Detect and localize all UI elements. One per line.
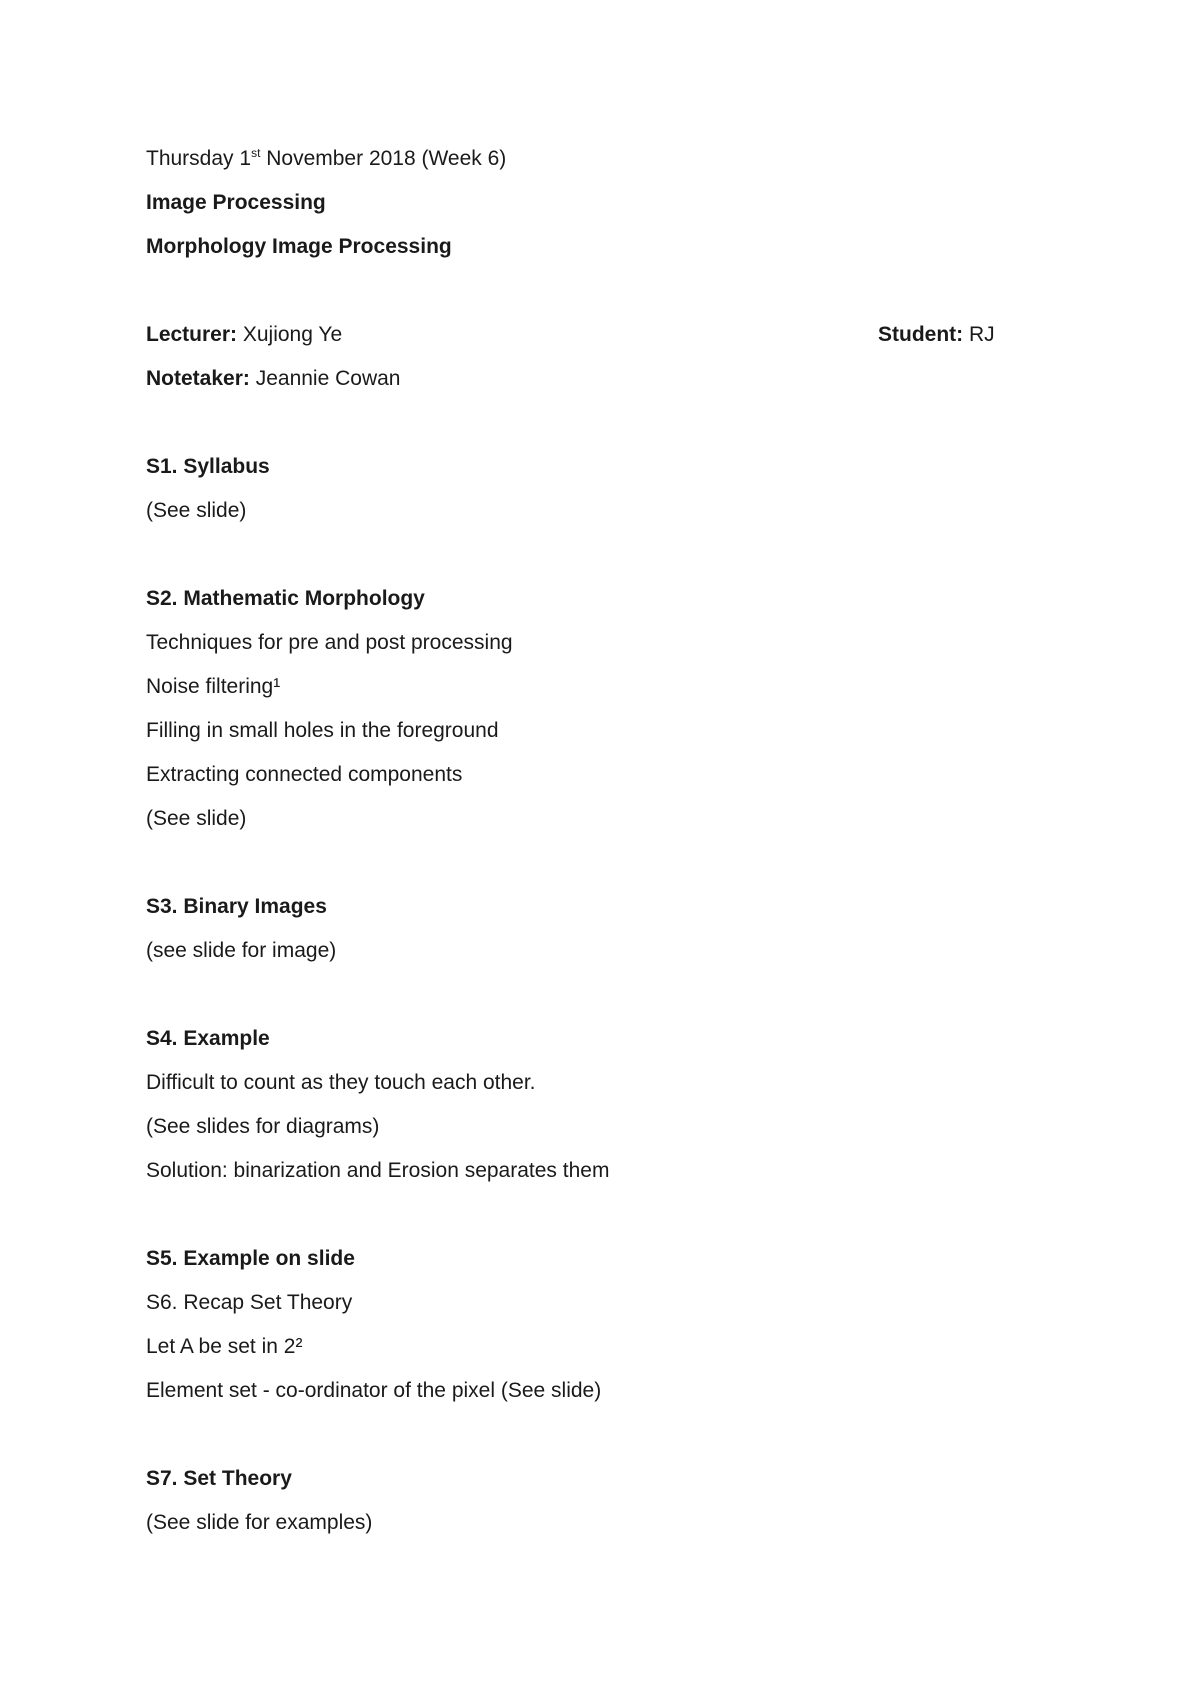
notetaker-value: Jeannie Cowan [249, 367, 401, 390]
section-line: Difficult to count as they touch each other. [146, 1071, 536, 1094]
section-line: Let A be set in 2² [146, 1335, 303, 1358]
section-line: Solution: binarization and Erosion separates them [146, 1159, 610, 1182]
section-line: (See slides for diagrams) [146, 1115, 380, 1138]
student-value: RJ [963, 323, 995, 346]
lecturer-line [146, 322, 342, 348]
lecturer-label: Lecturer: [146, 323, 238, 346]
student-label: Student: [878, 323, 964, 346]
section-heading: S5. Example on slide [146, 1247, 355, 1270]
section-heading: S3. Binary Images [146, 895, 327, 918]
section-heading: S7. Set Theory [146, 1467, 292, 1490]
notetaker-label: Notetaker: [146, 367, 250, 390]
section-line: S6. Recap Set Theory [146, 1291, 353, 1314]
section-heading: S4. Example [146, 1027, 270, 1050]
notetaker-line [146, 366, 400, 392]
date-line [146, 146, 506, 172]
date-superscript: st [251, 146, 261, 160]
section-line: Filling in small holes in the foreground [146, 719, 499, 742]
student-line [878, 322, 995, 348]
section-line: Techniques for pre and post processing [146, 631, 513, 654]
section-line: Noise filtering¹ [146, 675, 281, 698]
date-suffix: November 2018 (Week 6) [260, 147, 507, 170]
lecturer-value: Xujiong Ye [237, 323, 343, 346]
section-line: (see slide for image) [146, 939, 337, 962]
course-title: Image Processing [146, 191, 326, 214]
section-line: Element set - co-ordinator of the pixel (See slide) [146, 1379, 602, 1402]
topic-title: Morphology Image Processing [146, 235, 452, 258]
section-line: (See slide for examples) [146, 1511, 373, 1534]
section-line: (See slide) [146, 807, 247, 830]
section-line: Extracting connected components [146, 763, 463, 786]
section-line: (See slide) [146, 499, 247, 522]
date-prefix: Thursday 1 [146, 147, 252, 170]
section-heading: S1. Syllabus [146, 455, 270, 478]
section-heading: S2. Mathematic Morphology [146, 587, 425, 610]
